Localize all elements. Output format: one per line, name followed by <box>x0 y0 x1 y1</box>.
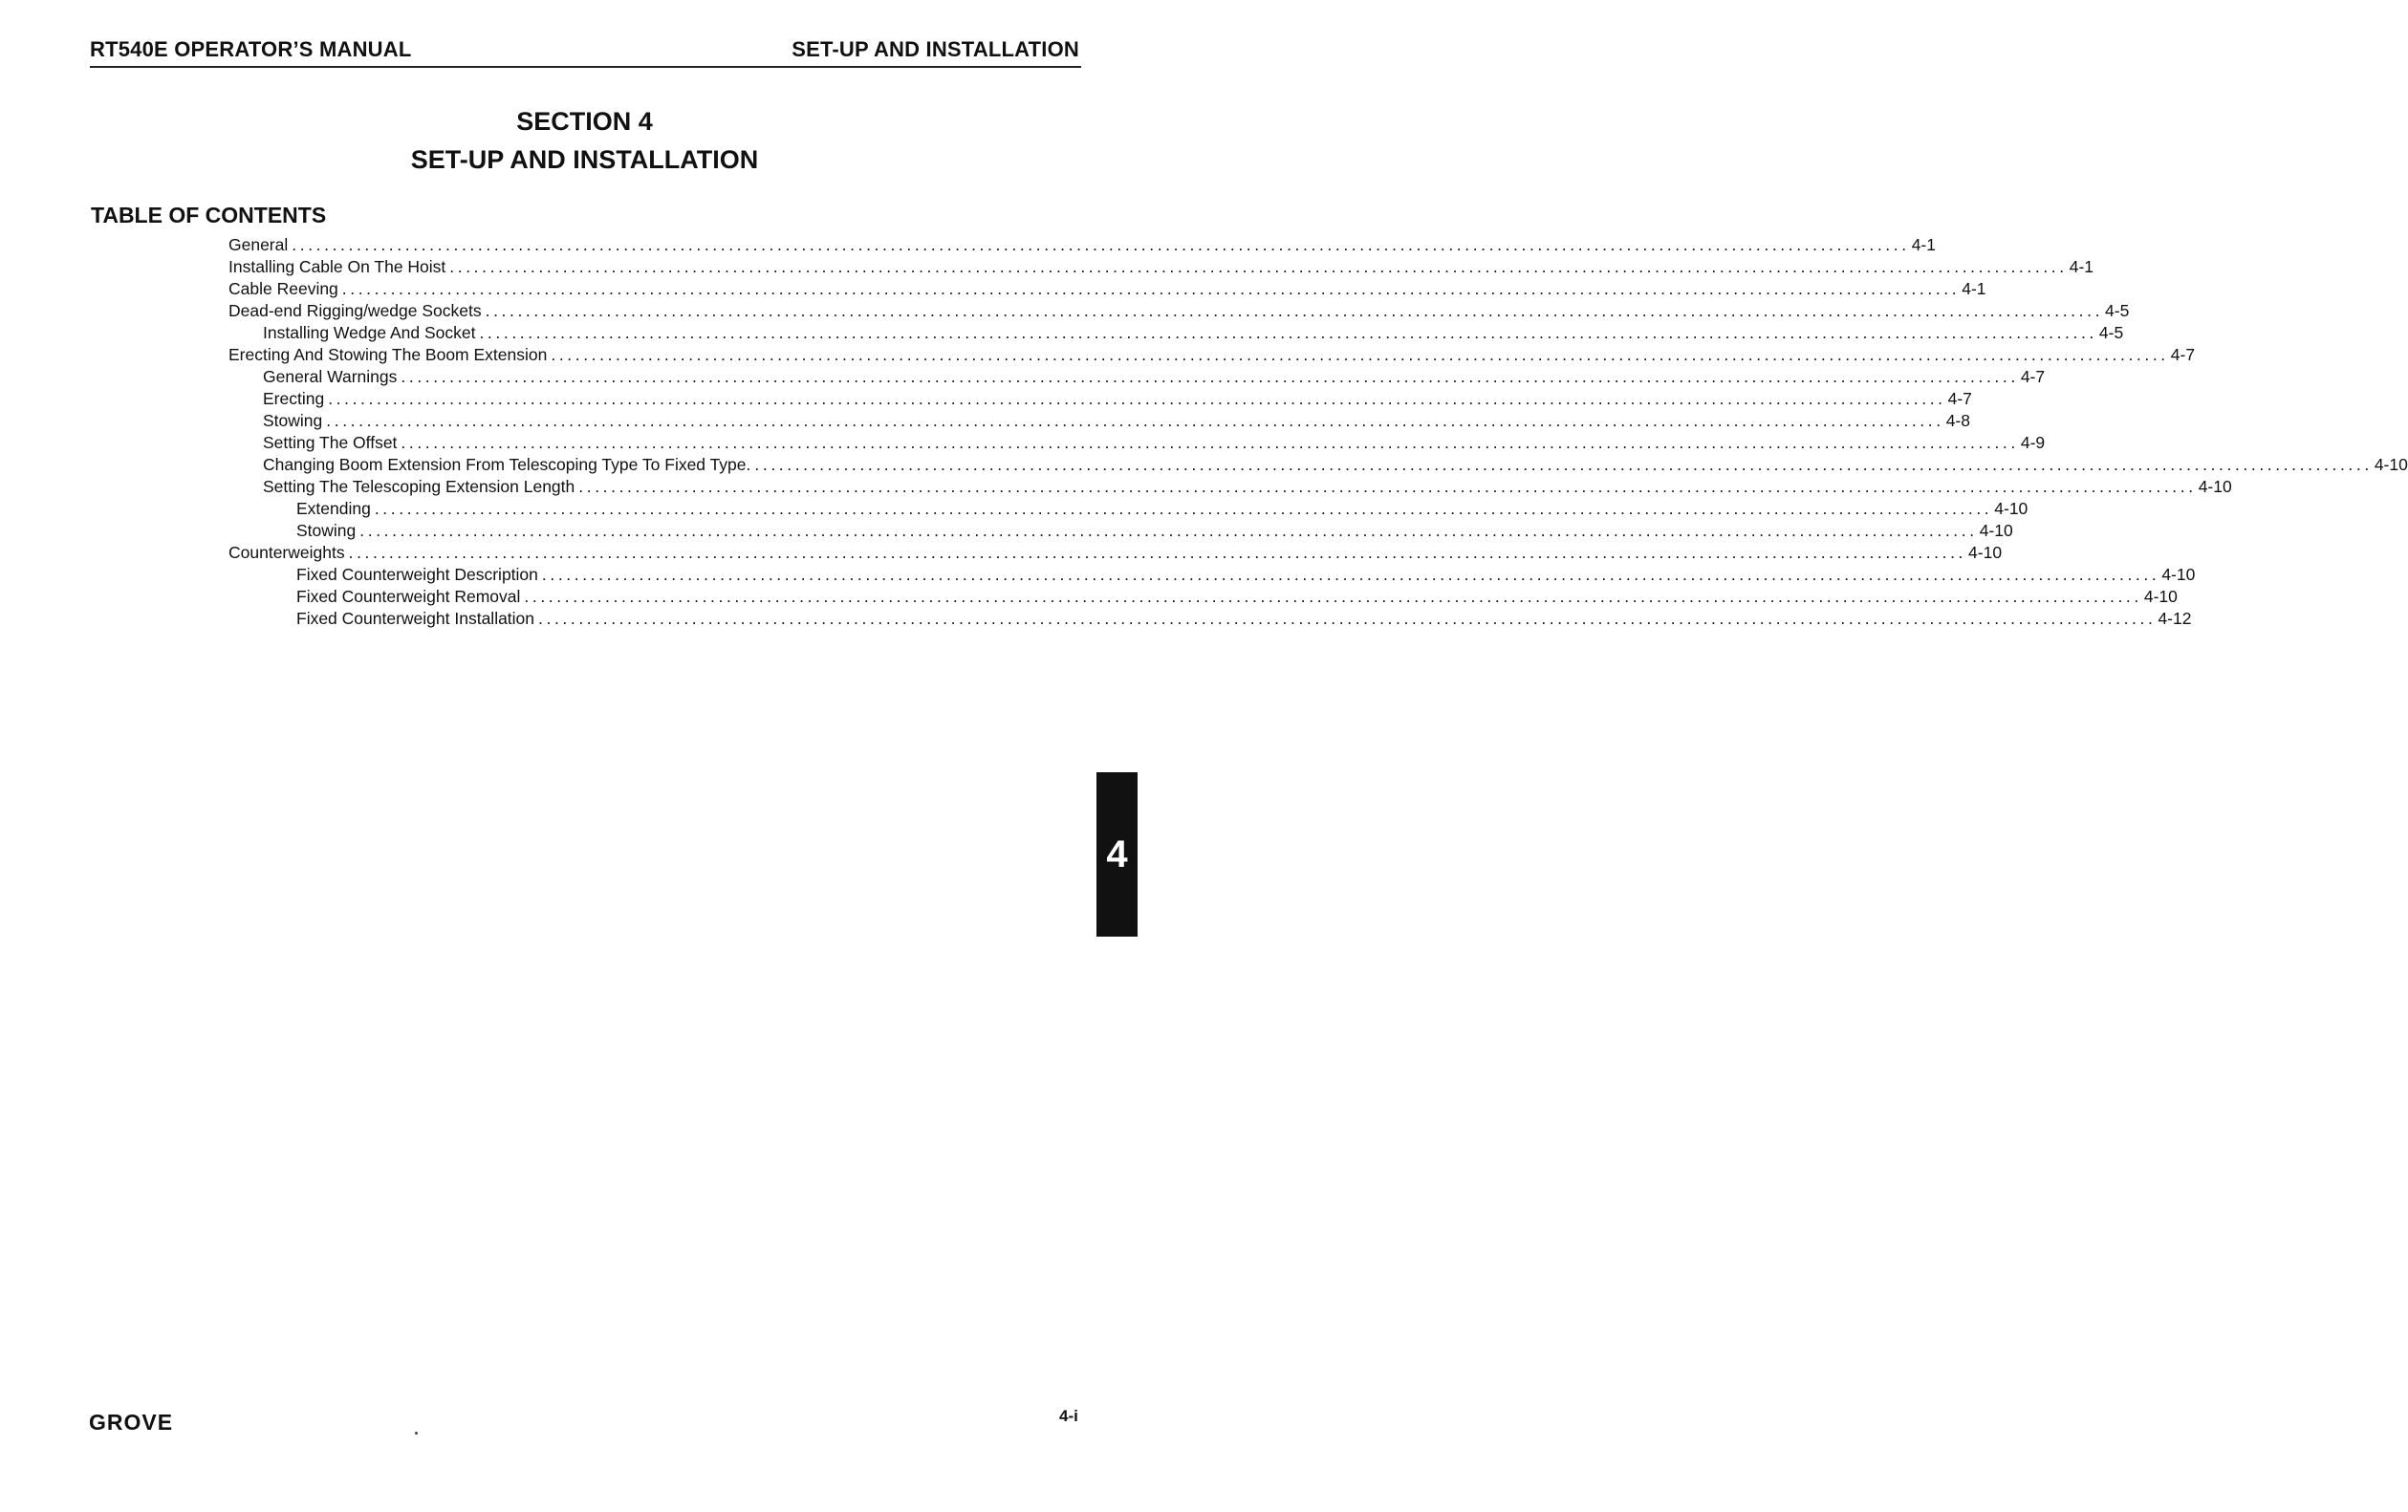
toc-leader-dots: ........................................................................................................................................................................................................ <box>328 389 1946 408</box>
toc-entry-page: 4-5 <box>2105 301 2130 320</box>
toc-entry-page: 4-10 <box>2161 565 2196 584</box>
section-title: SET-UP AND INSTALLATION <box>410 145 759 174</box>
toc-entry <box>228 234 1936 255</box>
toc-leader-dots: ........................................................................................................................................................................................................ <box>538 609 2157 628</box>
toc-leader-dots: ........................................................................................................................................................................................................ <box>348 543 1967 562</box>
toc-entry <box>263 432 2046 453</box>
toc-entry-label: General Warnings <box>263 367 398 386</box>
toc-entry-label: Dead-end Rigging/wedge Sockets <box>228 301 482 320</box>
toc-entry-label: Installing Cable On The Hoist <box>228 257 446 276</box>
toc-entry-page: 4-10 <box>1979 521 2013 540</box>
toc-entry-label: Fixed Counterweight Installation <box>296 609 535 628</box>
toc-entry <box>296 520 2013 541</box>
toc-leader-dots: ........................................................................................................................................................................................................ <box>541 565 2160 584</box>
toc-entry <box>296 564 2196 585</box>
section-tab-label: 4 <box>1106 832 1128 875</box>
toc-entry-label: Fixed Counterweight Removal <box>296 587 521 606</box>
toc-entry-page: 4-7 <box>2170 345 2196 364</box>
toc-entry <box>296 586 2178 607</box>
toc-entry-page: 4-1 <box>1962 279 1986 298</box>
toc-leader-dots: ........................................................................................................................................................................................................ <box>374 499 1993 518</box>
toc-entry-label: Erecting And Stowing The Boom Extension <box>228 345 548 364</box>
scan-speck <box>415 1432 418 1435</box>
toc-leader-dots: ........................................................................................................................................................................................................ <box>524 587 2142 606</box>
toc-entry-page: 4-12 <box>2158 609 2192 628</box>
toc-entry <box>228 542 2003 563</box>
toc-entry <box>228 344 2196 365</box>
toc-leader-dots: ........................................................................................................................................................................................................ <box>551 345 2169 364</box>
toc-leader-dots: ........................................................................................................................................................................................................ <box>754 455 2373 474</box>
toc-leader-dots: ........................................................................................................................................................................................................ <box>479 323 2097 342</box>
toc-entry-page: 4-10 <box>1968 543 2003 562</box>
toc-leader-dots: ........................................................................................................................................................................................................ <box>341 279 1961 298</box>
toc-entry <box>228 278 1986 299</box>
toc-entry-label: Changing Boom Extension From Telescoping Type To Fixed Type. <box>263 455 751 474</box>
toc-entry <box>228 256 2094 277</box>
toc-leader-dots: ........................................................................................................................................................................................................ <box>485 301 2104 320</box>
toc-leader-dots: ........................................................................................................................................................................................................ <box>326 411 1944 430</box>
manual-title: RT540E OPERATOR’S MANUAL <box>90 37 412 61</box>
toc-entry <box>228 300 2130 321</box>
grove-logo: GROVE <box>89 1410 174 1435</box>
toc-entry-page: 4-9 <box>2020 433 2046 452</box>
toc-entry-page: 4-5 <box>2098 323 2124 342</box>
toc-entry <box>296 608 2192 629</box>
toc-entry <box>263 476 2232 497</box>
section-number: SECTION 4 <box>516 107 653 136</box>
toc-entry <box>263 388 1972 409</box>
toc-entry-page: 4-10 <box>2143 587 2178 606</box>
section-header-title: SET-UP AND INSTALLATION <box>792 37 1079 61</box>
toc-leader-dots: ........................................................................................................................................................................................................ <box>292 235 1910 254</box>
toc-entry-label: Stowing <box>263 411 323 430</box>
toc-entry-label: Stowing <box>296 521 357 540</box>
toc-entry <box>296 498 2028 519</box>
toc-entry-label: Extending <box>296 499 371 518</box>
toc-heading: TABLE OF CONTENTS <box>91 203 327 227</box>
toc-entry-label: Installing Wedge And Socket <box>263 323 476 342</box>
toc-entry <box>263 366 2046 387</box>
toc-entry-label: Erecting <box>263 389 325 408</box>
toc-leader-dots: ........................................................................................................................................................................................................ <box>401 433 2019 452</box>
toc-entry-page: 4-10 <box>2374 455 2408 474</box>
toc-leader-dots: ........................................................................................................................................................................................................ <box>359 521 1978 540</box>
toc-entry-label: Fixed Counterweight Description <box>296 565 538 584</box>
toc-entry-label: Setting The Telescoping Extension Length <box>263 477 575 496</box>
toc-entry-label: General <box>228 235 289 254</box>
toc-leader-dots: ........................................................................................................................................................................................................ <box>449 257 2068 276</box>
toc-entry-page: 4-10 <box>2198 477 2232 496</box>
section-tab <box>1096 772 1138 937</box>
toc-entry <box>263 322 2124 343</box>
page-number: 4-i <box>1059 1407 1078 1425</box>
toc-entry-page: 4-7 <box>1947 389 1972 408</box>
toc-entry-label: Counterweights <box>228 543 345 562</box>
toc-entry-page: 4-10 <box>1994 499 2028 518</box>
toc-entry-page: 4-8 <box>1945 411 1970 430</box>
toc-entry <box>263 410 1970 431</box>
page-header <box>90 36 1081 68</box>
toc-entry-page: 4-1 <box>2069 257 2094 276</box>
toc-leader-dots: ........................................................................................................................................................................................................ <box>578 477 2197 496</box>
toc-entry <box>263 454 2408 475</box>
toc-entry-label: Cable Reeving <box>228 279 338 298</box>
toc-entry-page: 4-1 <box>1911 235 1936 254</box>
toc-entry-label: Setting The Offset <box>263 433 398 452</box>
toc-entry-page: 4-7 <box>2020 367 2046 386</box>
toc-leader-dots: ........................................................................................................................................................................................................ <box>401 367 2019 386</box>
